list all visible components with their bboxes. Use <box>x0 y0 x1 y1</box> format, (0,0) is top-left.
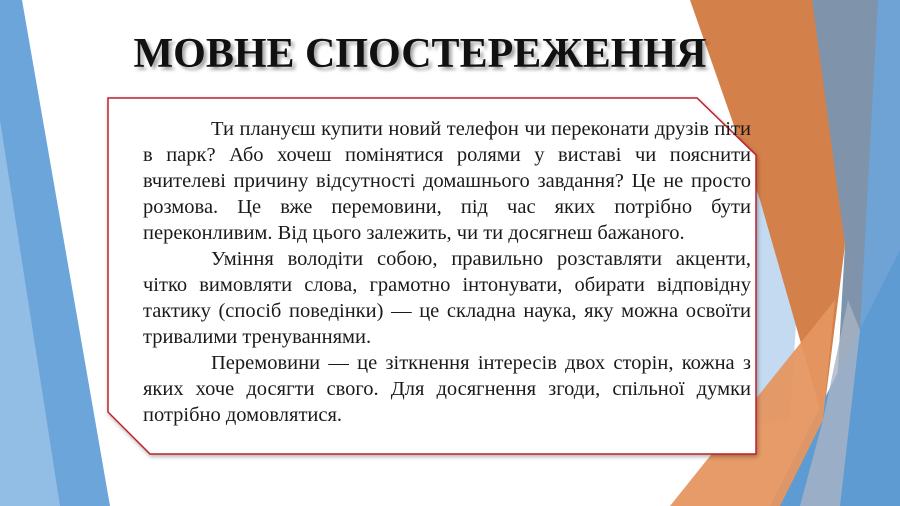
paragraph-1: Ти плануєш купити новий телефон чи переконати друзів піти в парк? Або хочеш помінятися ролями у виставі чи пояснити вчителеві причину відсутності домашнього завдання? Це не просто розмова. Це вже перемовини, під час яких потрібно бути переконливим. Від цього залежить, чи ти досягнеш бажаного. <box>143 118 751 244</box>
paragraph-3: Перемовини — це зіткнення інтересів двох сторін, кожна з яких хоче досягти свого. Для досягнення згоди, спільної думки потрібно домовлятися. <box>143 352 751 426</box>
paragraph-2: Уміння володіти собою, правильно розставляти акценти, чітко вимовляти слова, грамотно інтонувати, обирати відповідну тактику (спосіб поведінки) — це складна наука, яку можна освоїти тривалими тренуваннями. <box>143 248 751 348</box>
slide-body-text <box>143 116 751 428</box>
slide-title: МОВНЕ СПОСТЕРЕЖЕННЯ <box>133 31 707 77</box>
